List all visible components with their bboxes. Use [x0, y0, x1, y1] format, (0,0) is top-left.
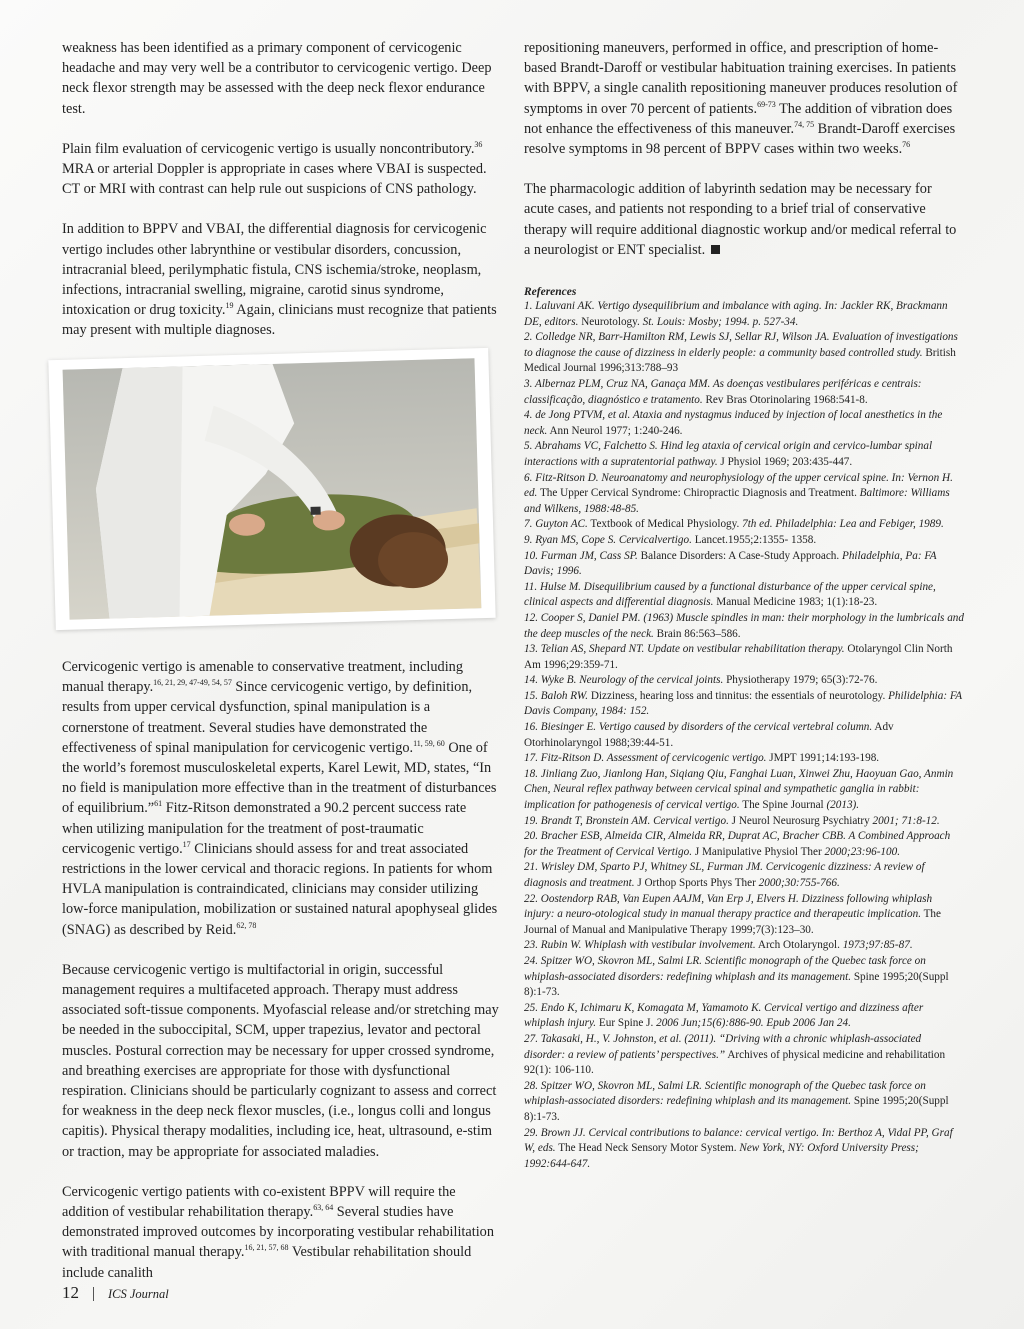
reference-item: 14. Wyke B. Neurology of the cervical joints. Physiotherapy 1979; 65(3):72-76. [524, 674, 878, 687]
reference-item: 4. de Jong PTVM, et al. Ataxia and nystagmus induced by injection of local anesthetics in the neck. Ann Neurol 1977; 1:240-246. [524, 409, 943, 437]
reference-item: 11. Hulse M. Disequilibrium caused by a functional disturbance of the upper cervical spine, clinical aspects and differential diagnosis. Manual Medicine 1983; 1(1):18-23. [524, 580, 936, 609]
page-footer [62, 1283, 169, 1303]
reference-item: 24. Spitzer WO, Skovron ML, Salmi LR. Scientific monograph of the Quebec task force on whiplash-associated disorders: redefining whiplash and its management. Spine 1995;20(Suppl 8):1-73. [524, 954, 949, 999]
reference-item: 17. Fitz-Ritson D. Assessment of cervicogenic vertigo. JMPT 1991;14:193-198. [524, 752, 880, 765]
paragraph: Because cervicogenic vertigo is multifactorial in origin, successful management requires a multifaceted approach. Therapy must address associated soft-tissue components. Myofascial release and/or stretching may be needed in the suboccipital, SCM, upper trapezius, levator and pectoral muscles. Postural correction may be necessary for upper crossed syndrome, and breathing exercises are appropriate for those with dysfunctional respiration. Clinicians should be particularly cognizant to assess and correct for weakness in the deep neck flexor muscles, (i.e., longus colli and longus capitis). Physical therapy modalities, including ice, heat, ultrasound, e-stim or traction, may be appropriate for associated maladies. [62, 961, 499, 1160]
reference-item: 23. Rubin W. Whiplash with vestibular involvement. Arch Otolaryngol. 1973;97:85-87. [524, 939, 913, 952]
journal-name: ICS Journal [108, 1287, 169, 1301]
reference-item: 15. Baloh RW. Dizziness, hearing loss and tinnitus: the essentials of neurotology. Philidelphia: FA Davis Company, 1984: 152. [524, 689, 962, 718]
reference-item: 13. Telian AS, Shepard NT. Update on vestibular rehabilitation therapy. Otolaryngol Clin North Am 1996;29:359-71. [524, 643, 953, 671]
references-heading: References [524, 286, 577, 299]
footer-divider [93, 1287, 94, 1301]
reference-item: 19. Brandt T, Bronstein AM. Cervical vertigo. J Neurol Neurosurg Psychiatry 2001; 71:8-12. [524, 814, 940, 827]
paragraph: Plain film evaluation of cervicogenic vertigo is usually noncontributory.$^{36}$ MRA or arterial Doppler is appropriate in cases where VBAI is suspected. CT or MRI with contrast can help rule out suspicions of CNS pathology. [62, 140, 487, 198]
paragraph: In addition to BPPV and VBAI, the differential diagnosis for cervicogenic vertigo includes other labrynthine or vestibular disorders, concussion, intracranial bleed, perilymphatic fistula, CNS ischemia/stroke, neoplasm, infections, intracranial swelling, migraine, carotid sinus syndrome, intoxication or drug toxicity.$^{19}$ Again, clinicians must recognize that patients may present with multiple diagnoses. [62, 221, 497, 339]
paragraph: weakness has been identified as a primary component of cervicogenic headache and may very well be a contributor to cervicogenic vertigo. Deep neck flexor strength may be assessed with the deep neck flexor endurance test. [62, 40, 492, 117]
end-of-article-square-icon [711, 245, 720, 254]
paragraph: Cervicogenic vertigo is amenable to conservative treatment, including manual therapy.$^{16, 21, 29, 47-49, 54, 57}$ Since cervicogenic vertigo, by definition, results from upper cervical dysfunction, spinal manipulation is a cornerstone of treatment. Several studies have demonstrated the effectiveness of spinal manipulation for cervicogenic vertigo.$^{11, 59, 60}$ One of the world’s foremost musculoskeletal experts, Karel Lewit, MD, states, “In no field is manipulation more effective than in the treatment of disturbances of equilibrium.”$^{61}$ Fitz-Ritson demonstrated a 90.2 percent success rate when utilizing manipulation for the treatment of post-traumatic cervicogenic vertigo.$^{17}$ Clinicians should assess for and treat associated restrictions in the lower cervical and thoracic regions. In patients for whom HVLA manipulation is contraindicated, clinicians may consider utilizing low-force manipulation, mobilization or sustained natural apophyseal glides (SNAG) as described by Reid.$^{62, 78}$ [62, 659, 498, 938]
chiropractor-treatment-illustration [63, 358, 482, 619]
reference-item: 5. Abrahams VC, Falchetto S. Hind leg ataxia of cervical origin and cervico-lumbar spinal interactions with a supratentorial pathway. J Physiol 1969; 203:435-447. [524, 440, 933, 468]
references-list [524, 299, 964, 1172]
reference-item: 22. Oostendorp RAB, Van Eupen AAJM, Van Erp J, Elvers H. Dizziness following whiplash injury: a neuro-otological study in manual therapy practice and therapeutic implication. The Journal of Manual and Manipulative Therapy 1999;7(3):123–30. [524, 892, 941, 936]
article-photo-frame [48, 348, 495, 630]
reference-item: 18. Jinliang Zuo, Jianlong Han, Siqiang Qiu, Fanghai Luan, Xinwei Zhu, Haoyuan Gao, Anmin Chen, Neural reflex pathway between cervical spinal and sympathetic ganglia in rabbit: implication for pathogenesis of cervical vertigo. The Spine Journal (2013). [524, 767, 954, 812]
reference-item: 3. Albernaz PLM, Cruz NA, Ganaça MM. As doenças vestibulares periféricas e centrais: classificação, diagnóstico e tratamento. Rev Bras Otorinolaring 1968:541-8. [524, 378, 922, 406]
reference-item: 12. Cooper S, Daniel PM. (1963) Muscle spindles in man: their morphology in the lumbricals and the deep muscles of the neck. Brain 86:563–586. [524, 611, 964, 640]
reference-item: 6. Fitz-Ritson D. Neuroanatomy and neurophysiology of the upper cervical spine. In: Vernon H. ed. The Upper Cervical Syndrome: Chiropractic Diagnosis and Treatment. Baltimore: Williams and Wilkens, 1988:48-85. [524, 471, 953, 515]
reference-item: 10. Furman JM, Cass SP. Balance Disorders: A Case-Study Approach. Philadelphia, Pa: FA Davis; 1996. [524, 549, 937, 578]
reference-item: 9. Ryan MS, Cope S. Cervicalvertigo. Lancet.1955;2:1355- 1358. [524, 533, 817, 546]
reference-item: 28. Spitzer WO, Skovron ML, Salmi LR. Scientific monograph of the Quebec task force on whiplash-associated disorders: redefining whiplash and its management. Spine 1995;20(Suppl 8):1-73. [524, 1079, 949, 1123]
paragraph: Cervicogenic vertigo patients with co-existent BPPV will require the addition of vestibular rehabilitation therapy.$^{63, 64}$ Several studies have demonstrated improved outcomes by incorporating vestibular rehabilitation with traditional manual therapy.$^{16, 21, 57, 68}$ Vestibular rehabilitation should include canalith [62, 1183, 494, 1281]
paragraph: The pharmacologic addition of labyrinth sedation may be necessary for acute cases, and patients not responding to a brief trial of conservative therapy will require additional diagnostic workup and/or medical referral to a neurologist or ENT specialist. [524, 181, 957, 258]
right-column [524, 38, 964, 1172]
reference-item: 29. Brown JJ. Cervical contributions to balance: cervical vertigo. In: Berthoz A, Vidal PP, Graf W, eds. The Head Neck Sensory Motor System. New York, NY: Oxford University Press; 1992:644-647. [524, 1126, 953, 1170]
reference-item: 21. Wrisley DM, Sparto PJ, Whitney SL, Furman JM. Cervicogenic dizziness: A review of diagnosis and treatment. J Orthop Sports Phys Ther 2000;30:755-766. [524, 861, 925, 889]
page-number: 12 [62, 1283, 79, 1302]
left-column-top [62, 38, 500, 341]
left-column-bottom [62, 657, 500, 1283]
reference-item: 2. Colledge NR, Barr-Hamilton RM, Lewis SJ, Sellar RJ, Wilson JA. Evaluation of investigations to diagnose the cause of dizziness in elderly people: a community based controlled study. British Medical Journal 1996;313:788–93 [524, 331, 958, 375]
reference-item: 1. Laluvani AK. Vertigo dysequilibrium and imbalance with aging. In: Jackler RK, Brackmann DE, editors. Neurotology. St. Louis: Mosby; 1994. p. 527-34. [524, 300, 948, 328]
reference-item: 16. Biesinger E. Vertigo caused by disorders of the cervical vertebral column. Adv Otorhinolaryngol 1988;39:44-51. [524, 721, 894, 749]
reference-item: 7. Guyton AC. Textbook of Medical Physiology. 7th ed. Philadelphia: Lea and Febiger, 1989. [524, 518, 944, 531]
paragraph: repositioning maneuvers, performed in office, and prescription of home-based Brandt-Daroff or vestibular habituation training exercises. In patients with BPPV, a single canalith repositioning maneuver produces resolution of symptoms in over 70 percent of patients.$^{69-73}$ The addition of vibration does not enhance the effectiveness of this maneuver.$^{74, 75}$ Brandt-Daroff exercises resolve symptoms in 98 percent of BPPV cases within two weeks.$^{76}$ [524, 40, 958, 158]
reference-item: 25. Endo K, Ichimaru K, Komagata M, Yamamoto K. Cervical vertigo and dizziness after whiplash injury. Eur Spine J. 2006 Jun;15(6):886-90. Epub 2006 Jan 24. [524, 1001, 924, 1030]
chiropractor-photo [63, 358, 482, 619]
reference-item: 20. Bracher ESB, Almeida CIR, Almeida RR, Duprat AC, Bracher CBB. A Combined Approach for the Treatment of Cervical Vertigo. J Manipulative Physiol Ther 2000;23:96-100. [524, 830, 951, 858]
reference-item: 27. Takasaki, H., V. Johnston, et al. (2011). “Driving with a chronic whiplash-associated disorder: a review of patients’ perspectives.” Archives of physical medicine and rehabilitation 92(1): 106-110. [524, 1032, 946, 1077]
